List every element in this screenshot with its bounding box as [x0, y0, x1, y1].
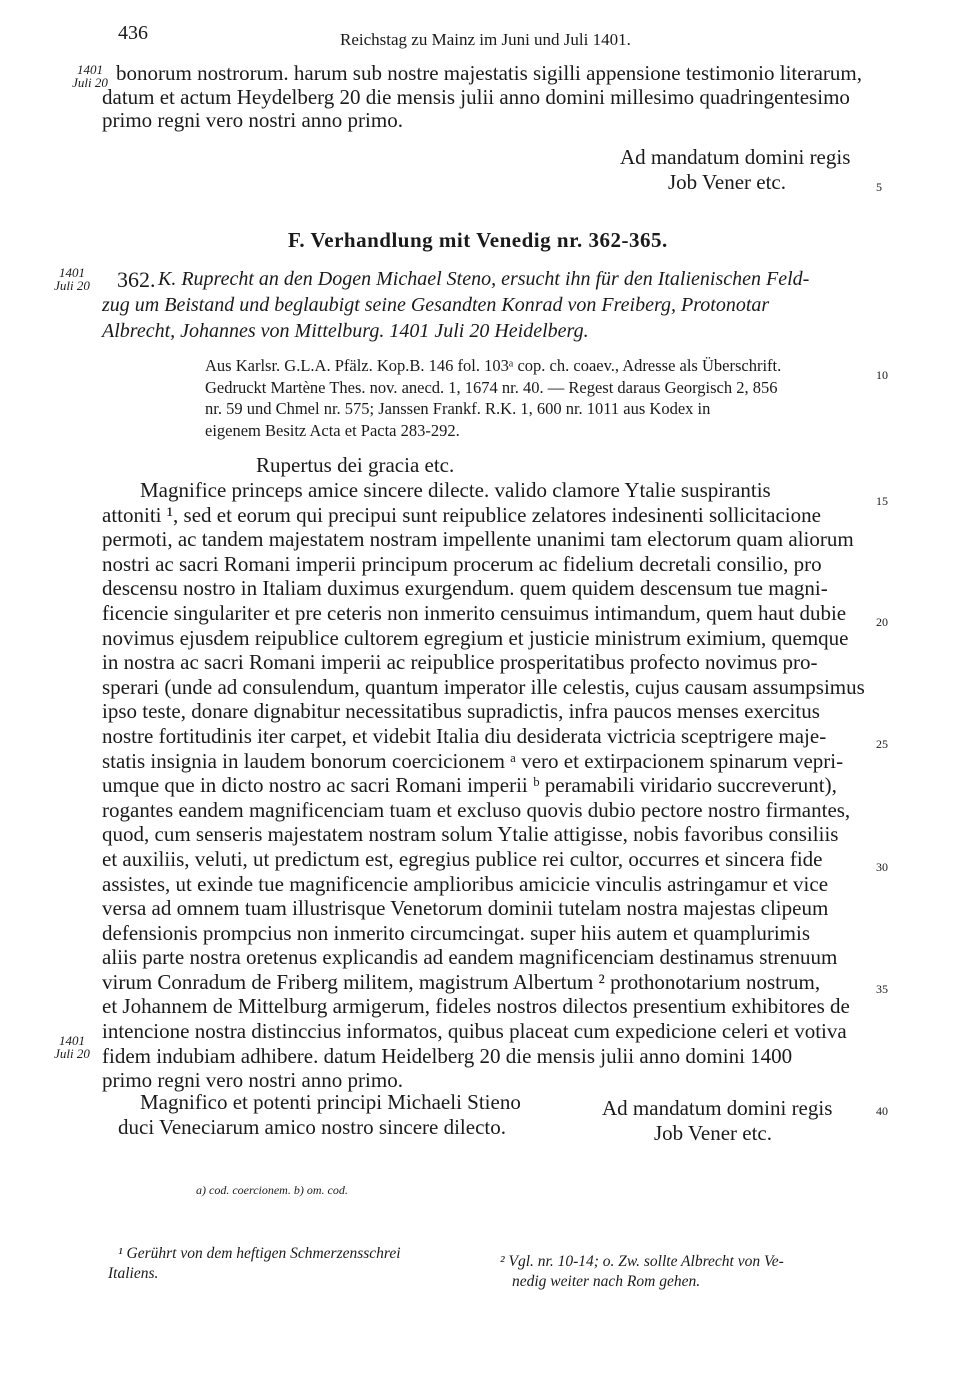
source-line: Gedruckt Martène Thes. nov. anecd. 1, 1674 nr. 40. — Regest daraus Georgisch 2, 856 — [205, 377, 778, 397]
signature-line1: Ad mandatum domini regis — [602, 1096, 833, 1120]
margin-date-3 — [46, 1034, 98, 1060]
margin-date-year: 1401 — [59, 1033, 85, 1048]
text-line: ipso teste, donare dignabitur necessitatibus supradictis, infra paucos menses exercitus — [102, 699, 820, 724]
text-line: descensu nostro in Italiam duximus exurgendum. quem quidem descensum tue magni- — [102, 576, 828, 601]
text-line: quod, cum senseris majestatem nostram solum Ytalie attigisse, nobis favoribus consiliis — [102, 822, 839, 847]
signature-line2: Job Vener etc. — [654, 1121, 772, 1145]
text-line: assistes, ut exinde tue magnificencie amplioribus amicicie vinculis astringamur et vice — [102, 871, 829, 896]
source-line: eigenem Besitz Acta et Pacta 283-292. — [205, 420, 460, 440]
text-line: attoniti ¹, sed et eorum qui precipui sunt reipublice zelatores indesinenti sollicitacione — [102, 502, 821, 527]
text-line: intencione nostra distinccius informatos, quibus placeat cum expedicione celeri et votiva — [102, 1019, 847, 1044]
line-number: 25 — [876, 737, 888, 751]
prev-doc-text — [102, 62, 882, 133]
text-line: permoti, ac tandem majestatem nostram impellente unanimi tam electorum quam aliorum — [102, 527, 854, 552]
text-line: defensionis prompcius non inmerito circumcingat. super hiis autem et quamplurimis — [102, 920, 811, 945]
regest-line: K. Ruprecht an den Dogen Michael Steno, ersucht ihn für den Italienischen Feld- — [158, 268, 810, 290]
margin-date-year: 1401 — [77, 62, 103, 77]
intitulatio: Rupertus dei gracia etc. — [256, 453, 455, 477]
text-line: bonorum nostrorum. harum sub nostre majestatis sigilli appensione testimonio literarum, — [116, 61, 862, 85]
margin-date-year: 1401 — [59, 265, 85, 280]
main-text — [102, 478, 865, 1093]
source-line: Aus Karlsr. G.L.A. Pfälz. Kop.B. 146 fol. 103ᵃ cop. ch. coaev., Adresse als Überschrift. — [205, 356, 782, 375]
text-line: umque que in dicto nostro ac sacri Romani imperii ᵇ peramabili viridario succreverunt), — [102, 773, 837, 798]
source-notes — [205, 355, 781, 441]
line-number: 40 — [876, 1104, 888, 1118]
address-line1: Magnifico et potenti principi Michaeli Stieno — [140, 1090, 521, 1114]
text-line: rogantes eandem magnificenciam tuam et excluso quovis dubio pectore nostro firmantes, — [102, 797, 851, 822]
text-line: ficencie singulariter et pre ceteris non inmerito censuimus intimandum, quem haut dubie — [102, 600, 847, 625]
line-number: 20 — [876, 615, 888, 629]
line-number: 35 — [876, 982, 888, 996]
line-number: 10 — [876, 368, 888, 382]
variant-notes — [196, 1183, 348, 1198]
prev-signature-line2: Job Vener etc. — [668, 170, 786, 194]
text-line: statis insignia in laudem bonorum coercicionem ᵃ vero et extirpacionem spinarum vepri- — [102, 748, 844, 773]
footnote-line: Italiens. — [108, 1265, 159, 1282]
footnote-line: nedig weiter nach Rom gehen. — [512, 1273, 701, 1290]
variant-notes-text: a) cod. coercionem. b) om. cod. — [196, 1183, 348, 1197]
running-title: Reichstag zu Mainz im Juni und Juli 1401. — [340, 30, 631, 49]
margin-date-day: Juli 20 — [54, 278, 90, 293]
source-line: nr. 59 und Chmel nr. 575; Janssen Frankf. R.K. 1, 600 nr. 1011 aus Kodex in — [205, 399, 711, 418]
regest-line: Albrecht, Johannes von Mittelburg. 1401 Juli 20 Heidelberg. — [102, 320, 589, 342]
line-number: 5 — [876, 180, 882, 194]
text-line: nostre fortitudinis iter carpet, et videbit Italia diu desiderata victricia sceptrigere maje- — [102, 723, 827, 748]
page-number: 436 — [118, 22, 148, 44]
text-line: virum Conradum de Friberg militem, magistrum Albertum ² prothonotarium nostrum, — [102, 969, 821, 994]
footnote-line: ¹ Gerührt von dem heftigen Schmerzensschrei — [118, 1245, 401, 1262]
footnote-line: ² Vgl. nr. 10-14; o. Zw. sollte Albrecht von Ve- — [500, 1253, 784, 1270]
regest — [102, 266, 809, 344]
address-line2: duci Veneciarum amico nostro sincere dilecto. — [118, 1115, 506, 1139]
text-line: aliis parte nostra oretenus explicandis ad eandem magnificenciam destinamus strenuum — [102, 945, 838, 970]
margin-date-day: Juli 20 — [54, 1046, 90, 1061]
text-line: fidem indubiam adhibere. datum Heidelberg 20 die mensis julii anno domini 1400 — [102, 1043, 793, 1068]
text-line: versa ad omnem tuam illustrisque Venetorum dominii tutelam nostra majestas clipeum — [102, 896, 829, 921]
text-line: novimus ejusdem reipublice cultorem egregium et justicie ministrum eximium, quemque — [102, 625, 849, 650]
text-line: sperari (unde ad consulendum, quantum imperator ille celestis, cujus causam assumpsimus — [102, 674, 865, 699]
regest-line: zug um Beistand und beglaubigt seine Gesandten Konrad von Freiberg, Protonotar — [102, 294, 770, 316]
footnote-1 — [108, 1244, 401, 1284]
text-line: Magnifice princeps amice sincere dilecte. valido clamore Ytalie suspirantis — [140, 478, 771, 502]
section-title: F. Verhandlung mit Venedig nr. 362-365. — [288, 228, 668, 252]
text-line: et Johannem de Mittelburg armigerum, fideles nostros dilectos presentium exhibitores de — [102, 994, 850, 1019]
footnote-2 — [500, 1252, 784, 1292]
text-line: in nostra ac sacri Romani imperii ac reipublice prosperitatibus profecto novimus pro- — [102, 650, 818, 675]
prev-signature-line1: Ad mandatum domini regis — [620, 145, 851, 169]
text-line: primo regni vero nostri anno primo. — [102, 1068, 403, 1093]
text-line: et auxiliis, veluti, ut predictum est, egregius publice rei cultor, occurres et sincera fide — [102, 846, 823, 871]
text-line: nostri ac sacri Romani imperii principum procerum ac fidelium decretali consilio, pro — [102, 551, 822, 576]
line-number: 15 — [876, 494, 888, 508]
text-line: datum et actum Heydelberg 20 die mensis julii anno domini millesimo quadringentesimo — [102, 84, 850, 109]
margin-date-day: Juli 20 — [72, 75, 108, 90]
margin-date-2 — [46, 266, 98, 292]
text-line: primo regni vero nostri anno primo. — [102, 108, 403, 133]
document-number: 362. — [117, 267, 156, 292]
line-number: 30 — [876, 860, 888, 874]
